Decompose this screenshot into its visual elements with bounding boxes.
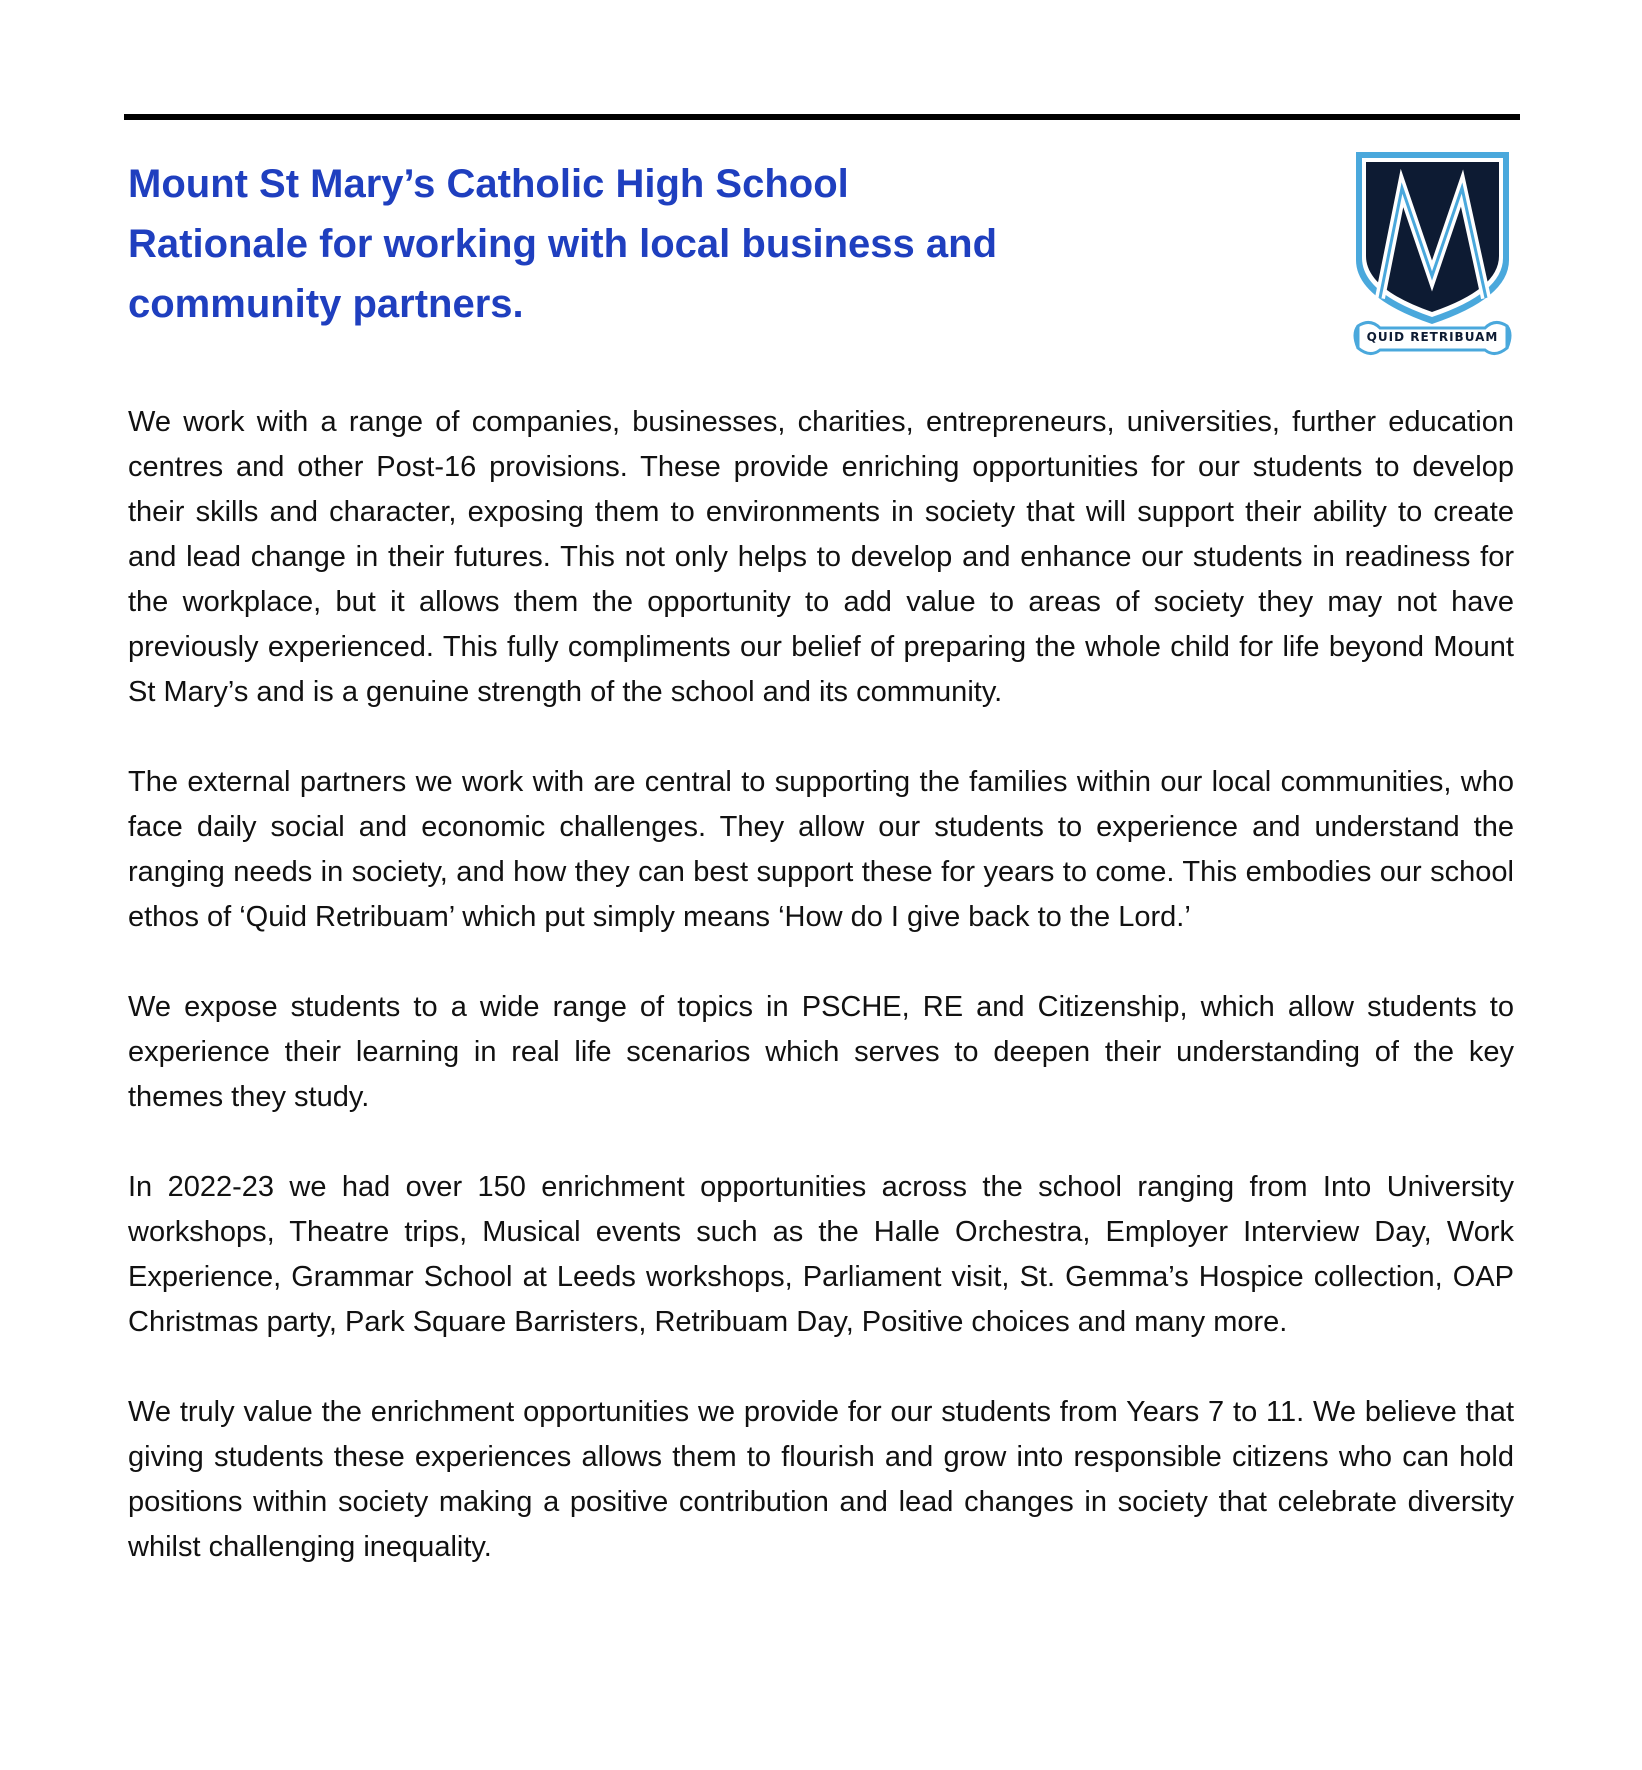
paragraph-values: We truly value the enrichment opportunities we provide for our students from Years 7 to 11. We believe that giving students these experiences allows them to flourish and grow into responsible citizens who can hold positions within society making a positive contribution and lead changes in society that celebrate diversity whilst challenging inequality.: [128, 1396, 1514, 1563]
document-body: [128, 400, 1514, 1570]
crest-motto: QUID RETRIBUAM: [1366, 330, 1499, 344]
school-crest-logo: [1350, 148, 1515, 368]
paragraph-enrichment-2022-23: In 2022-23 we had over 150 enrichment opportunities across the school ranging from Into University workshops, Theatre trips, Musical events such as the Halle Orchestra, Employer Interview Day, Work Experience, Grammar School at Leeds workshops, Parliament visit, St. Gemma’s Hospice collection, OAP Christmas party, Park Square Barristers, Retribuam Day, Positive choices and many more.: [128, 1171, 1514, 1338]
title-line-school: Mount St Mary’s Catholic High School: [128, 162, 849, 206]
title-line-rationale: Rationale for working with local business and: [128, 222, 998, 266]
paragraph-curriculum: We expose students to a wide range of topics in PSCHE, RE and Citizenship, which allow students to experience their learning in real life scenarios which serves to deepen their understanding of the key themes they study.: [128, 991, 1514, 1113]
header-rule: [124, 114, 1520, 120]
paragraph-external-partners: The external partners we work with are central to supporting the families within our local communities, who face daily social and economic challenges. They allow our students to experience and understand the ranging needs in society, and how they can best support these for years to come. This embodies our school ethos of ‘Quid Retribuam’ which put simply means ‘How do I give back to the Lord.’: [128, 766, 1514, 933]
title-line-partners: community partners.: [128, 282, 524, 326]
page-title: [128, 154, 1228, 334]
paragraph-partners: We work with a range of companies, businesses, charities, entrepreneurs, universities, further education centres and other Post-16 provisions. These provide enriching opportunities for our students to develop their skills and character, exposing them to environments in society that will support their ability to create and lead change in their futures. This not only helps to develop and enhance our students in readiness for the workplace, but it allows them the opportunity to add value to areas of society they may not have previously experienced. This fully compliments our belief of preparing the whole child for life beyond Mount St Mary’s and is a genuine strength of the school and its community.: [128, 406, 1514, 708]
